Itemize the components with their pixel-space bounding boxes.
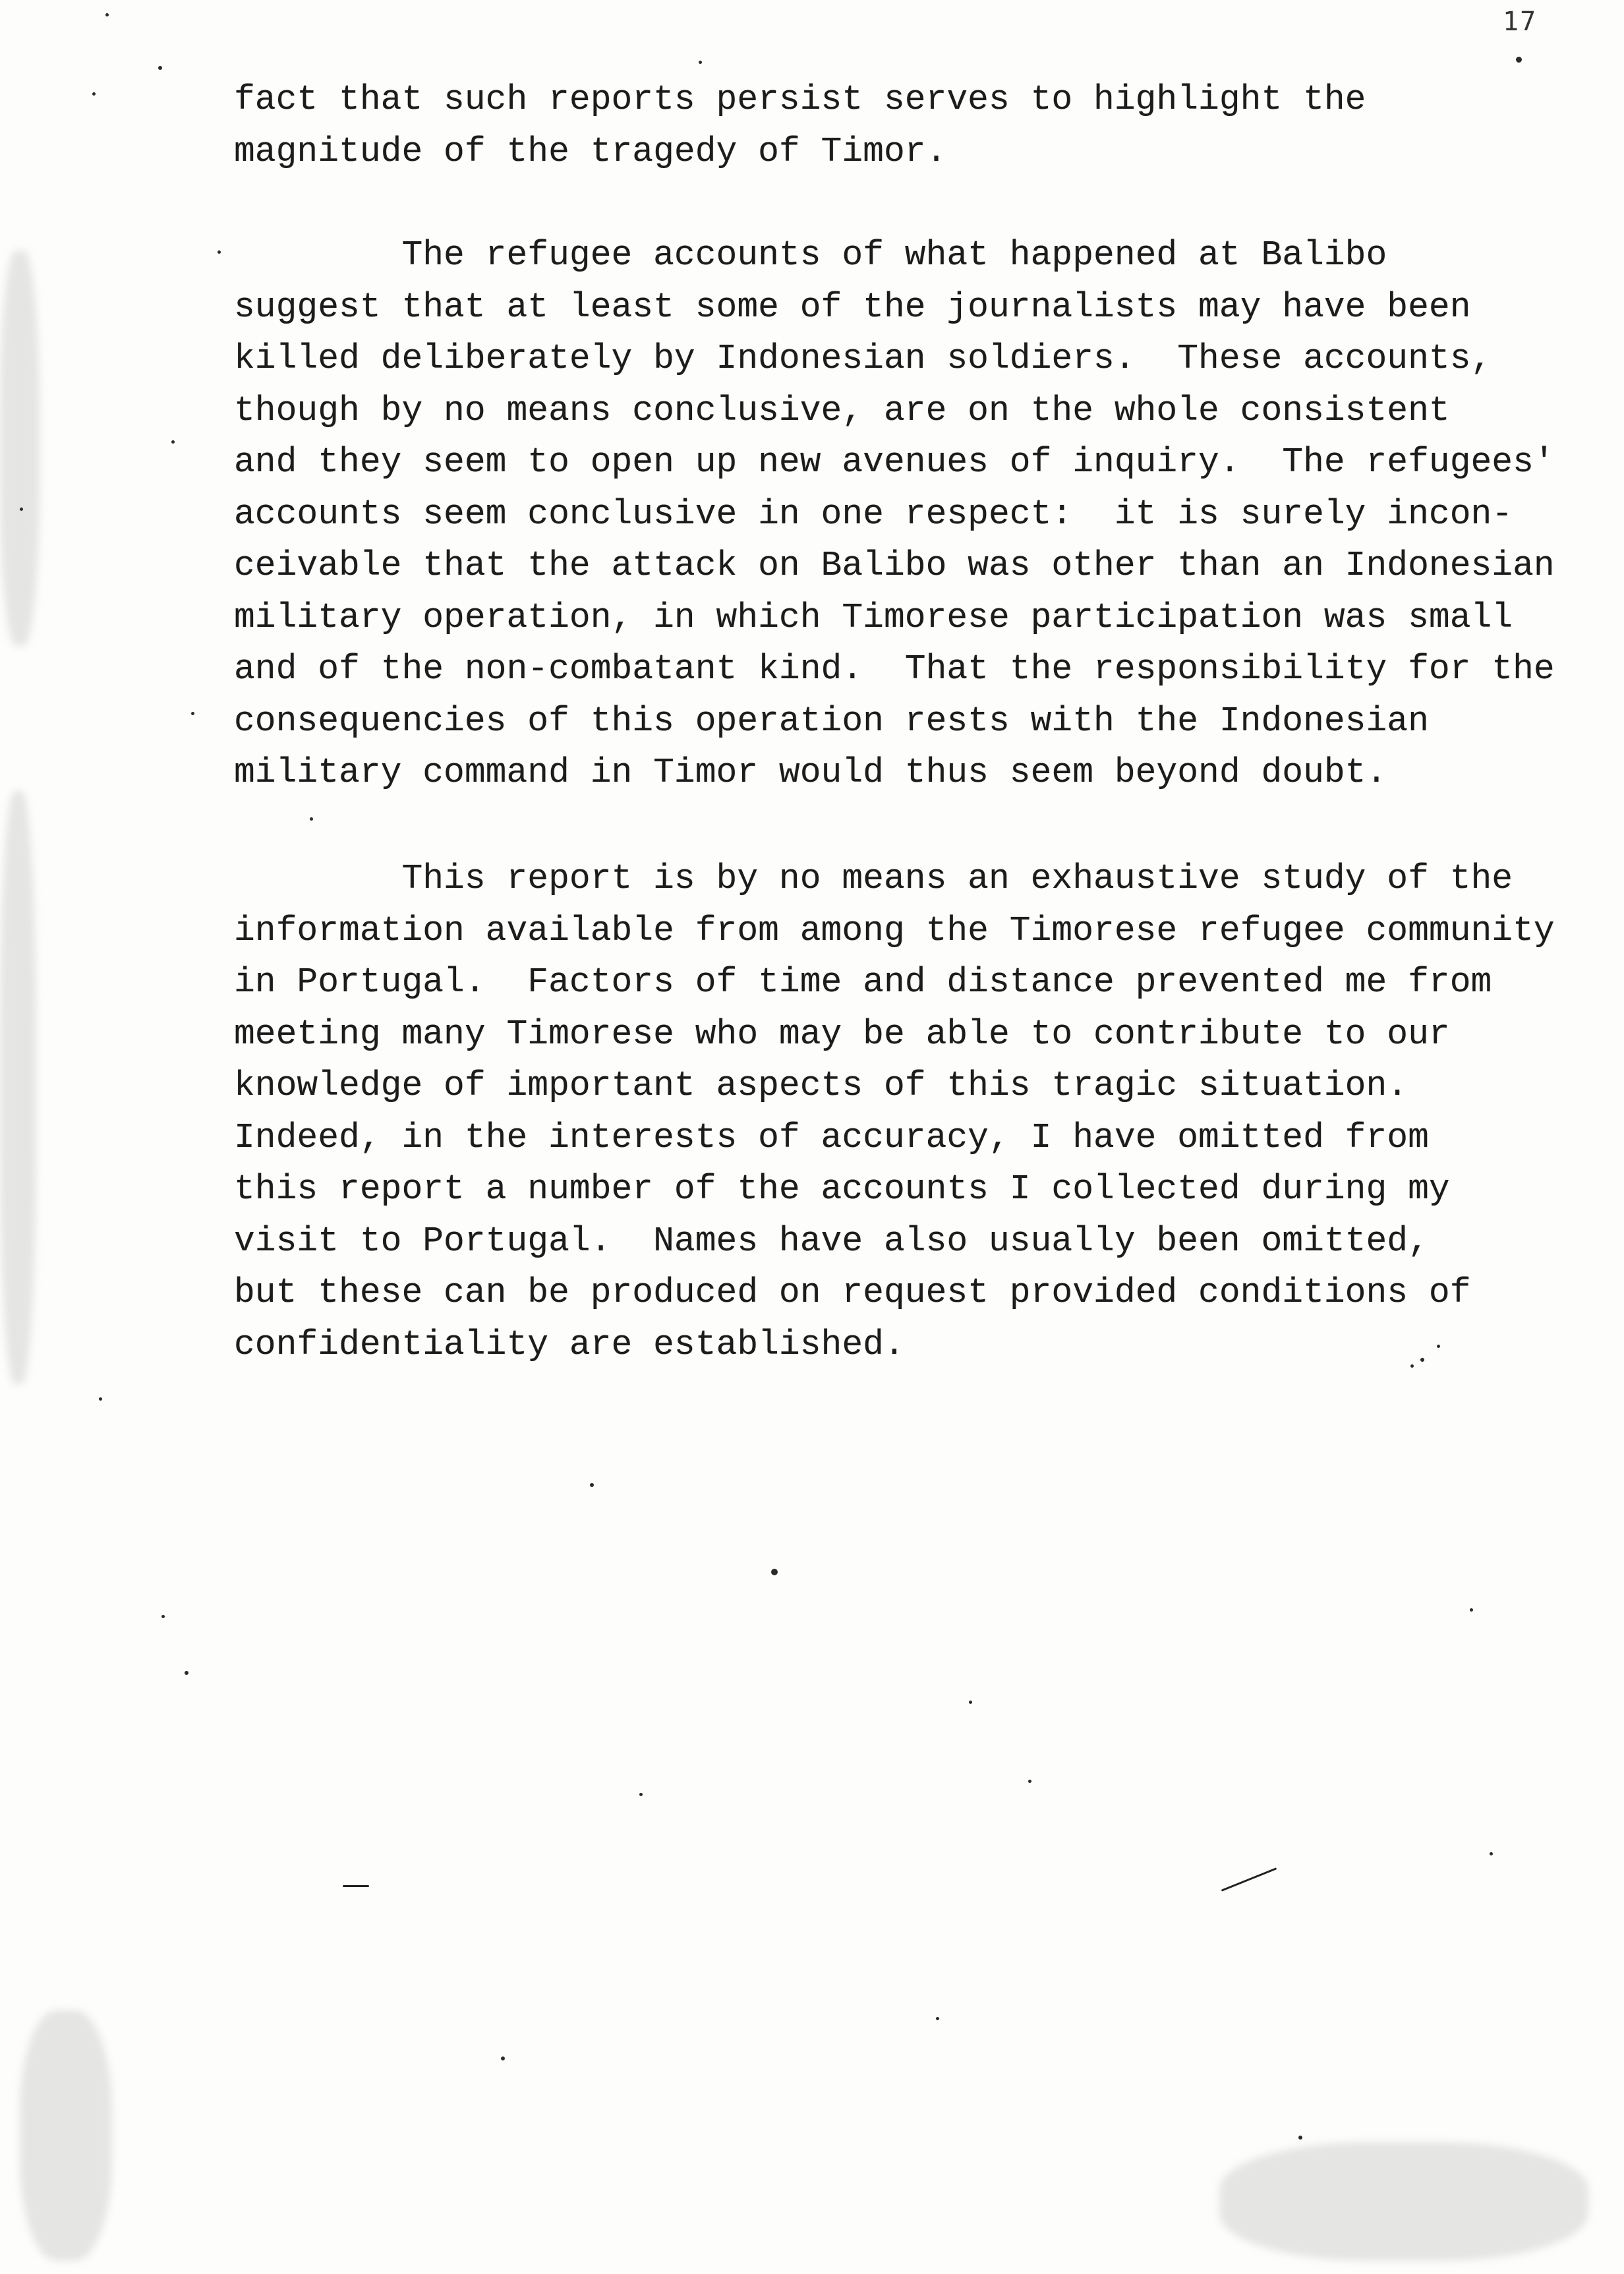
scan-speck <box>771 1569 778 1575</box>
text-line: knowledge of important aspects of this tragic situation. <box>234 1066 1408 1105</box>
scan-smudge <box>0 250 40 646</box>
scan-speck <box>185 1671 188 1675</box>
text-line: suggest that at least some of the journalists may have been <box>234 287 1471 327</box>
text-line: but these can be produced on request provided conditions of <box>234 1273 1471 1312</box>
scan-speck <box>1298 2136 1302 2140</box>
scan-smudge <box>0 791 36 1384</box>
scan-smudge <box>1219 2142 1588 2261</box>
paragraph-3 <box>234 853 1555 1370</box>
scan-speck <box>158 66 162 70</box>
scan-speck <box>936 2017 939 2020</box>
text-line: The refugee accounts of what happened at Balibo <box>234 235 1387 275</box>
text-line: accounts seem conclusive in one respect: it is surely incon- <box>234 494 1513 534</box>
text-line: magnitude of the tragedy of Timor. <box>234 131 947 171</box>
scan-speck <box>1028 1780 1031 1783</box>
text-line: This report is by no means an exhaustive study of the <box>234 859 1513 898</box>
paragraph-1 <box>234 74 1366 177</box>
paragraph-2 <box>234 229 1555 799</box>
text-line: fact that such reports persist serves to highlight the <box>234 80 1366 119</box>
text-line: information available from among the Timorese refugee community <box>234 910 1555 950</box>
text-line: consequencies of this operation rests with the Indonesian <box>234 701 1429 741</box>
scan-mark <box>343 1885 369 1887</box>
text-line: meeting many Timorese who may be able to contribute to our <box>234 1014 1450 1054</box>
scan-speck <box>99 1397 102 1401</box>
text-line: killed deliberately by Indonesian soldiers. These accounts, <box>234 339 1492 378</box>
scan-smudge <box>20 2010 112 2261</box>
scan-speck <box>1470 1608 1473 1612</box>
text-line: ceivable that the attack on Balibo was other than an Indonesian <box>234 546 1555 585</box>
scan-speck <box>20 508 23 511</box>
text-line: this report a number of the accounts I collected during my <box>234 1169 1450 1209</box>
scan-speck <box>699 61 702 64</box>
text-line: though by no means conclusive, are on the whole consistent <box>234 390 1450 430</box>
scan-speck <box>161 1615 165 1618</box>
scan-speck <box>105 13 109 16</box>
scan-speck <box>191 712 194 715</box>
text-line: Indeed, in the interests of accuracy, I have omitted from <box>234 1117 1429 1157</box>
scan-speck <box>501 2056 505 2060</box>
scan-speck <box>218 250 221 254</box>
scan-speck <box>92 92 96 96</box>
scan-speck <box>590 1483 594 1487</box>
text-line: military operation, in which Timorese participation was small <box>234 597 1513 637</box>
scan-speck <box>1490 1852 1493 1855</box>
scan-speck <box>171 440 175 444</box>
text-line: military command in Timor would thus seem beyond doubt. <box>234 753 1387 792</box>
text-line: in Portugal. Factors of time and distance prevented me from <box>234 962 1492 1002</box>
text-line: confidentiality are established. <box>234 1324 905 1364</box>
scan-speck <box>1516 57 1522 63</box>
text-line: visit to Portugal. Names have also usually been omitted, <box>234 1221 1429 1261</box>
text-line: and they seem to open up new avenues of inquiry. The refugees' <box>234 442 1555 482</box>
text-line: and of the non-combatant kind. That the responsibility for the <box>234 649 1555 689</box>
scan-speck <box>639 1793 643 1796</box>
scan-mark <box>1221 1867 1277 1891</box>
scan-speck <box>310 817 313 821</box>
scan-speck <box>969 1701 972 1704</box>
page-number: 17 <box>1503 7 1538 37</box>
